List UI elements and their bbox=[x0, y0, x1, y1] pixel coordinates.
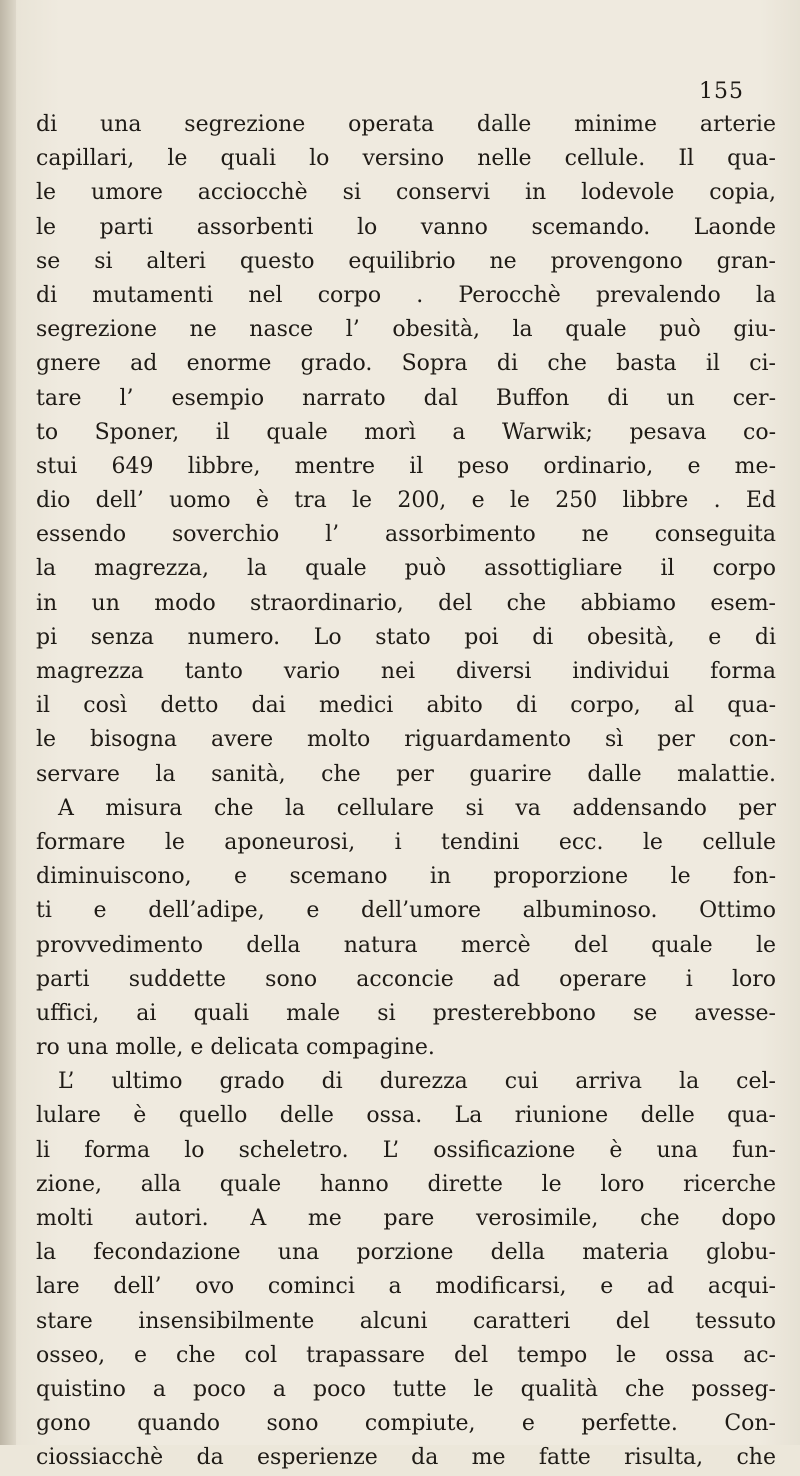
text-line: lulare è quello delle ossa. La riunione delle qua- bbox=[36, 1103, 776, 1129]
text-line: gnere ad enorme grado. Sopra di che basta il ci- bbox=[36, 351, 776, 377]
text-line: provvedimento della natura mercè del quale le bbox=[36, 932, 776, 958]
text-line: osseo, e che col trapassare del tempo le ossa ac- bbox=[36, 1342, 776, 1368]
page-number: 155 bbox=[699, 79, 744, 104]
text-line: zione, alla quale hanno dirette le loro ricerche bbox=[36, 1171, 776, 1197]
text-line: le parti assorbenti lo vanno scemando. Laonde bbox=[36, 214, 776, 240]
text-line: il così detto dai medici abito di corpo, al qua- bbox=[36, 693, 776, 719]
text-line: di una segrezione operata dalle minime arterie bbox=[36, 112, 776, 137]
text-line: stare insensibilmente alcuni caratteri del tessuto bbox=[36, 1308, 776, 1334]
text-line: le umore acciocchè si conservi in lodevole copia, bbox=[36, 180, 776, 206]
text-line: formare le aponeurosi, i tendini ecc. le cellule bbox=[36, 829, 776, 855]
text-line: molti autori. A me pare verosimile, che dopo bbox=[36, 1206, 776, 1231]
text-line: diminuiscono, e scemano in proporzione le fon- bbox=[36, 864, 776, 890]
text-line: pi senza numero. Lo stato poi di obesità, e di bbox=[36, 624, 776, 650]
text-line: li forma lo scheletro. L’ ossificazione è una fun- bbox=[36, 1137, 776, 1163]
text-line: lare dell’ ovo cominci a modificarsi, e ad acqui- bbox=[36, 1274, 776, 1300]
text-line: magrezza tanto vario nei diversi individui forma bbox=[36, 659, 776, 684]
text-line: la magrezza, la quale può assottigliare il corpo bbox=[36, 556, 776, 582]
body-text bbox=[36, 108, 776, 1476]
text-line: uffici, ai quali male si presterebbono se avesse- bbox=[36, 1000, 776, 1026]
text-line: ti e dell’adipe, e dell’umore albuminoso. Ottimo bbox=[36, 898, 776, 924]
text-line: in un modo straordinario, del che abbiamo esem- bbox=[36, 590, 776, 616]
text-line: parti suddette sono acconcie ad operare i loro bbox=[36, 966, 776, 992]
text-line: segrezione ne nasce l’ obesità, la quale può giu- bbox=[36, 317, 776, 343]
text-line: quistino a poco a poco tutte le qualità che posseg- bbox=[36, 1376, 776, 1402]
text-line: L’ ultimo grado di durezza cui arriva la cel- bbox=[58, 1069, 776, 1095]
text-line: ro una molle, e delicata compagine. bbox=[36, 1035, 435, 1061]
text-line: ciossiacchè da esperienze da me fatte risulta, che bbox=[36, 1445, 776, 1471]
text-line: tare l’ esempio narrato dal Buffon di un cer- bbox=[36, 385, 776, 411]
text-line: to Sponer, il quale morì a Warwik; pesava co- bbox=[36, 419, 776, 445]
text-line: gono quando sono compiute, e perfette. Con- bbox=[36, 1411, 776, 1437]
page-gutter-shadow bbox=[0, 0, 16, 1445]
text-line: A misura che la cellulare si va addensando per bbox=[58, 795, 776, 821]
text-line: di mutamenti nel corpo . Perocchè prevalendo la bbox=[36, 282, 776, 308]
text-line: capillari, le quali lo versino nelle cellule. Il qua- bbox=[36, 146, 776, 172]
text-line: essendo soverchio l’ assorbimento ne conseguita bbox=[36, 522, 776, 548]
text-line: le bisogna avere molto riguardamento sì per con- bbox=[36, 727, 776, 753]
text-line: dio dell’ uomo è tra le 200, e le 250 libbre . Ed bbox=[36, 488, 776, 514]
text-line: stui 649 libbre, mentre il peso ordinario, e me- bbox=[36, 453, 776, 479]
text-line: se si alteri questo equilibrio ne provengono gran- bbox=[36, 248, 776, 274]
text-line: servare la sanità, che per guarire dalle malattie. bbox=[36, 761, 776, 787]
text-line: la fecondazione una porzione della materia globu- bbox=[36, 1240, 776, 1266]
